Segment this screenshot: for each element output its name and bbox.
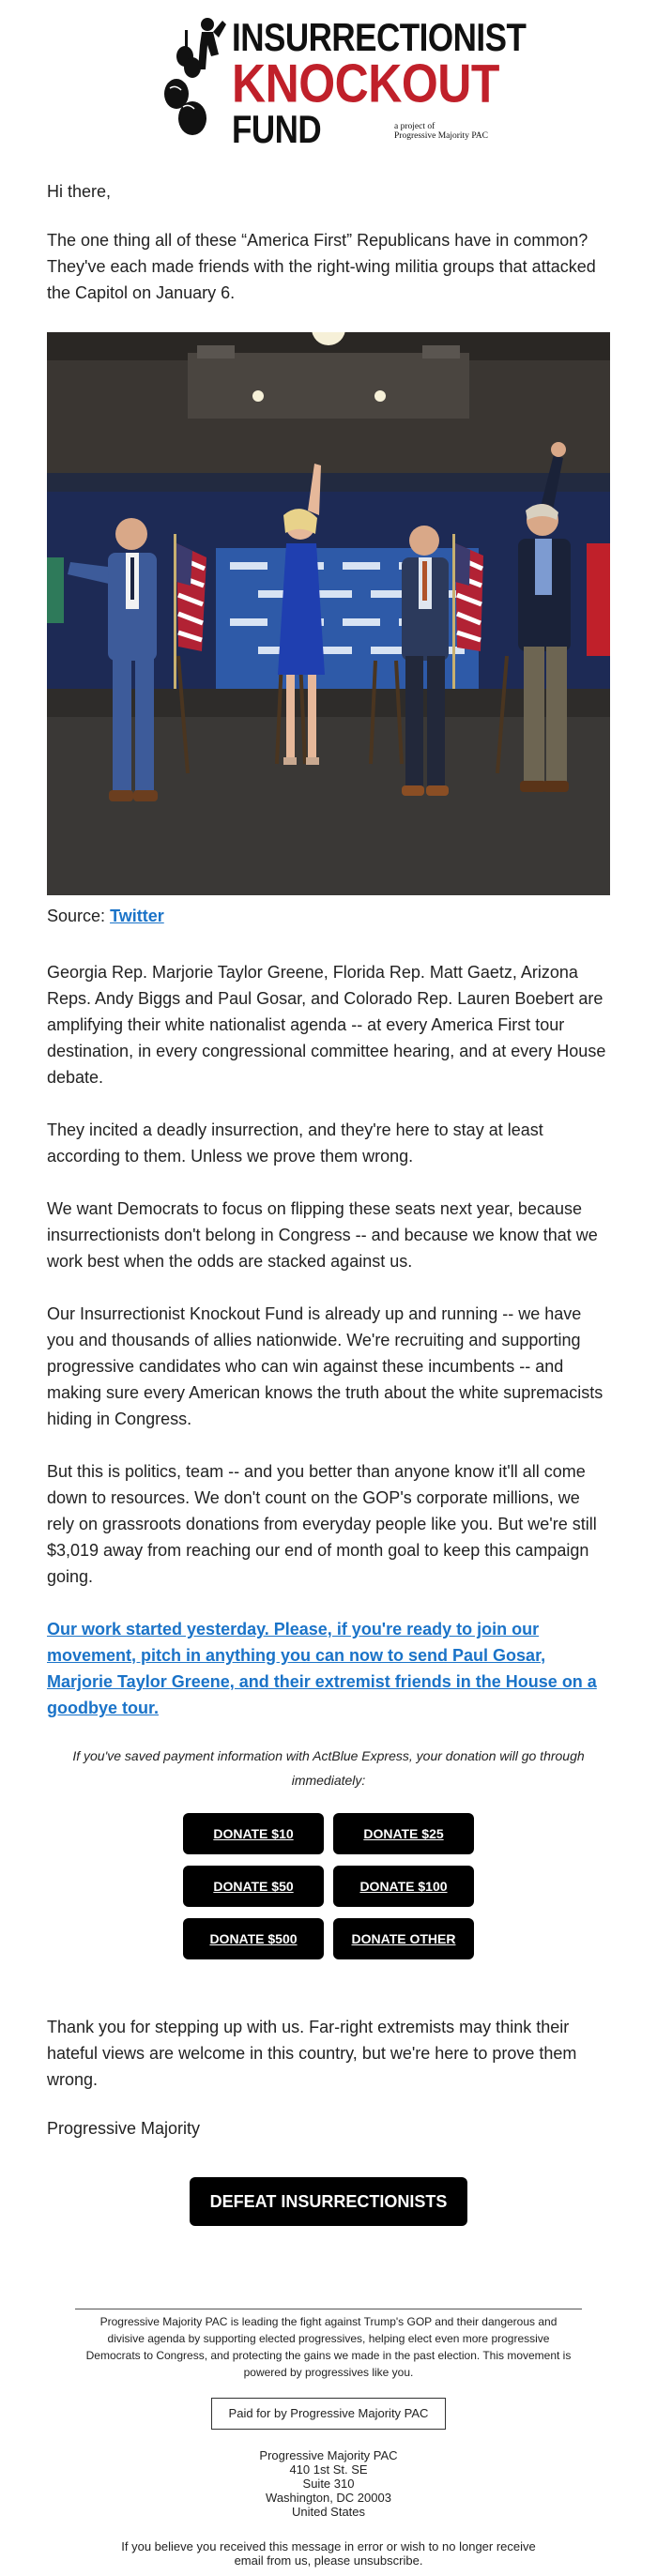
donate-25-button[interactable]: DONATE $25 (333, 1813, 474, 1854)
tagline-line-1: a project of (394, 122, 435, 131)
actblue-note: If you've saved payment information with ActBlue Express, your donation will go through immediately: (72, 1748, 585, 1788)
tagline-line-2: Progressive Majority PAC (394, 131, 488, 142)
photo-source (47, 903, 610, 929)
paragraph-representatives: Georgia Rep. Marjorie Taylor Greene, Florida Rep. Matt Gaetz, Arizona Reps. Andy Biggs and Paul Gosar, and Colorado Rep. Lauren Boebert are amplifying their white nationalist agenda -- at every America First tour destination, in every congressional committee hearing, and at every House debate. (47, 963, 606, 1087)
defeat-button-wrap (47, 2177, 610, 2226)
logo-line-knockout: KNOCKOUT (232, 53, 499, 114)
defeat-insurrectionists-button[interactable]: DEFEAT INSURRECTIONISTS (190, 2177, 468, 2226)
footer-about: Progressive Majority PAC is leading the fight against Trump's GOP and their dangerous and divisive agenda by supporting elected progressives, helping elect even more progressive Democrats to Congress, and protecting the gains we made in the past election. This movement is powered by progressives like you. (85, 2315, 572, 2379)
paragraph-knockout-fund: Our Insurrectionist Knockout Fund is already up and running -- we have you and thousands of allies nationwide. We're recruiting and supporting progressive candidates who can win against these incumbents -- and making sure every American knows the truth about the white supremacists hiding in Congress. (47, 1304, 604, 1428)
address-line-5: United States (291, 2505, 366, 2519)
paragraph-flipping-seats: We want Democrats to focus on flipping these seats next year, because insurrectionists don't belong in Congress -- and because we know that we work best when the odds are stacked against us. (47, 1199, 598, 1271)
donate-other-button[interactable]: DONATE OTHER (333, 1918, 474, 1959)
donate-50-button[interactable]: DONATE $50 (183, 1866, 324, 1907)
logo-line-fund: FUND (232, 108, 322, 152)
unsubscribe-note[interactable]: If you believe you received this message in error or wish to no longer receive email from us, please unsubscribe. (121, 2539, 536, 2568)
intro-paragraph: The one thing all of these “America First” Republicans have in common? They've each made friends with the right-wing militia groups that attacked the Capitol on January 6. (47, 231, 596, 302)
donate-500-button[interactable]: DONATE $500 (183, 1918, 324, 1959)
boxer-silhouette-icon (164, 13, 230, 145)
donate-100-button[interactable]: DONATE $100 (333, 1866, 474, 1907)
footer (75, 2309, 582, 2568)
paragraph-insurrection: They incited a deadly insurrection, and they're here to stay at least according to them. Unless we prove them wrong. (47, 1120, 543, 1166)
insurrectionist-knockout-fund-logo (164, 13, 527, 152)
greeting: Hi there, (47, 182, 112, 201)
donate-cta-link[interactable]: Our work started yesterday. Please, if you're ready to join our movement, pitch in anything you can now to send Paul Gosar, Marjorie Taylor Greene, and their extremist friends in the House on a goodbye tour. (47, 1620, 597, 1717)
source-label: Source: (47, 907, 106, 925)
footer-address (75, 2448, 582, 2519)
paid-for-box: Paid for by Progressive Majority PAC (211, 2398, 447, 2430)
rally-photo (47, 332, 610, 895)
paragraph-resources: But this is politics, team -- and you better than anyone know it'll all come down to resources. We don't count on the GOP's corporate millions, we rely on grassroots donations from everyday people like you. But we're still $3,019 away from reaching our end of month goal to keep this campaign going. (47, 1462, 597, 1586)
source-twitter-link[interactable]: Twitter (110, 907, 164, 925)
donate-buttons-grid (183, 1813, 474, 1959)
logo-line-insurrectionist: INSURRECTIONIST (232, 16, 527, 60)
signature: Progressive Majority (47, 2119, 201, 2138)
address-line-4: Washington, DC 20003 (266, 2491, 391, 2505)
address-line-1: Progressive Majority PAC (259, 2448, 398, 2462)
logo-tagline (394, 122, 488, 142)
address-line-2: 410 1st St. SE (289, 2462, 368, 2477)
closing-paragraph: Thank you for stepping up with us. Far-right extremists may think their hateful views are welcome in this country, but we're here to prove them wrong. (47, 2018, 577, 2089)
email-body (47, 178, 610, 2226)
cta-paragraph (47, 1616, 610, 1721)
address-line-3: Suite 310 (302, 2477, 355, 2491)
donate-10-button[interactable]: DONATE $10 (183, 1813, 324, 1854)
